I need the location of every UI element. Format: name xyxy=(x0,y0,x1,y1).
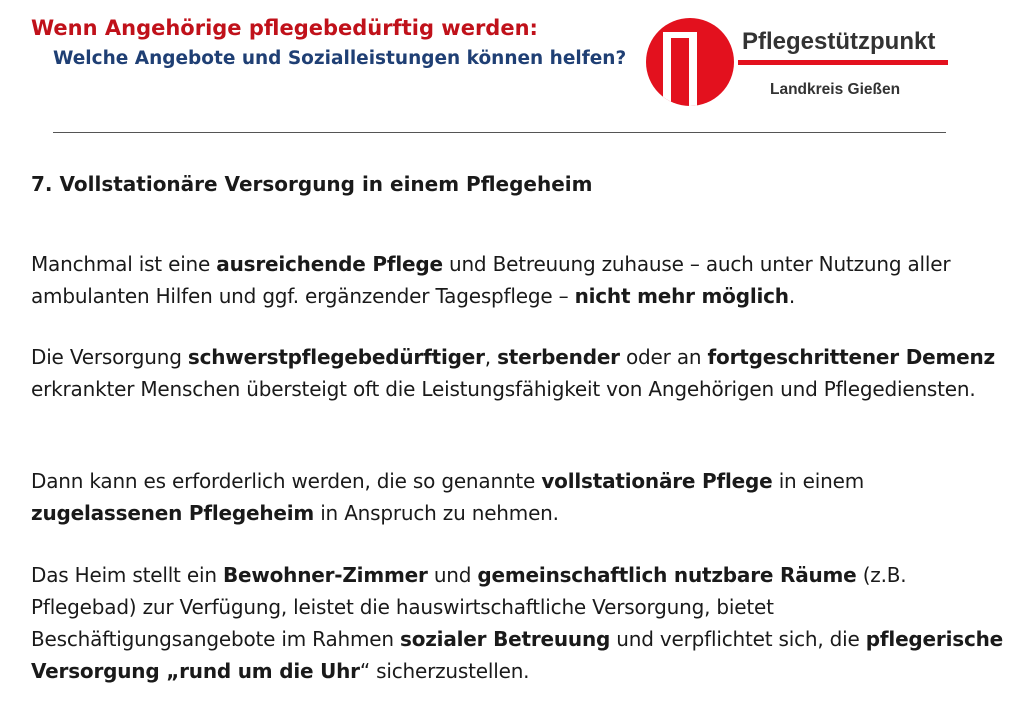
text-span: und xyxy=(427,563,478,587)
header-divider xyxy=(53,132,946,133)
brand-underline xyxy=(738,60,948,65)
section-heading: 7. Vollstationäre Versorgung in einem Pflegeheim xyxy=(31,172,593,196)
bold-span: gemeinschaftlich nutzbare Räume xyxy=(477,563,857,587)
text-span: in Anspruch zu nehmen. xyxy=(314,501,559,525)
bold-span: Bewohner-Zimmer xyxy=(222,563,428,587)
bold-span: fortgeschrittener Demenz xyxy=(707,345,995,369)
paragraph-4 xyxy=(31,559,1006,687)
text-span: Das Heim stellt ein xyxy=(31,563,223,587)
paragraph-2 xyxy=(31,341,1006,405)
paragraph-1 xyxy=(31,248,1006,312)
bold-span: sozialer Betreuung xyxy=(400,627,611,651)
bold-span: sterbender xyxy=(497,345,620,369)
brand-region: Landkreis Gießen xyxy=(770,81,901,98)
text-span: (z.B. Pflegebad) zur Verfügung, leistet die hauswirtschaftliche Versorgung, bietet Beschäftigungsangebote im Rahmen xyxy=(31,563,907,651)
page-title: Wenn Angehörige pflegebedürftig werden: xyxy=(31,16,538,40)
text-span: in einem xyxy=(772,469,865,493)
text-span: , xyxy=(484,345,498,369)
pillars-logo-icon xyxy=(646,18,734,106)
text-span: und Betreuung zuhause – auch unter Nutzung aller ambulanten Hilfen und ggf. ergänzender Tagespflege – xyxy=(31,252,951,308)
bold-span: ausreichende Pflege xyxy=(216,252,443,276)
bold-span: nicht mehr möglich xyxy=(574,284,789,308)
bold-span: pflegerische Versorgung „rund um die Uhr xyxy=(31,627,1003,683)
text-span: und verpflichtet sich, die xyxy=(610,627,866,651)
bold-span: vollstationäre Pflege xyxy=(541,469,773,493)
text-span: oder an xyxy=(619,345,708,369)
text-span: Dann kann es erforderlich werden, die so genannte xyxy=(31,469,542,493)
text-span: Manchmal ist eine xyxy=(31,252,217,276)
text-span: erkrankter Menschen übersteigt oft die Leistungsfähigkeit von Angehörigen und Pflegediensten. xyxy=(31,377,976,401)
text-span: . xyxy=(788,284,796,308)
brand-name: Pflegestützpunkt xyxy=(742,28,936,55)
bold-span: schwerstpflegebedürftiger xyxy=(187,345,485,369)
text-span: “ sicherzustellen. xyxy=(359,659,530,683)
page-subtitle: Welche Angebote und Sozialleistungen können helfen? xyxy=(53,48,627,69)
paragraph-3 xyxy=(31,465,1006,529)
bold-span: zugelassenen Pflegeheim xyxy=(31,501,315,525)
text-span: Die Versorgung xyxy=(31,345,188,369)
